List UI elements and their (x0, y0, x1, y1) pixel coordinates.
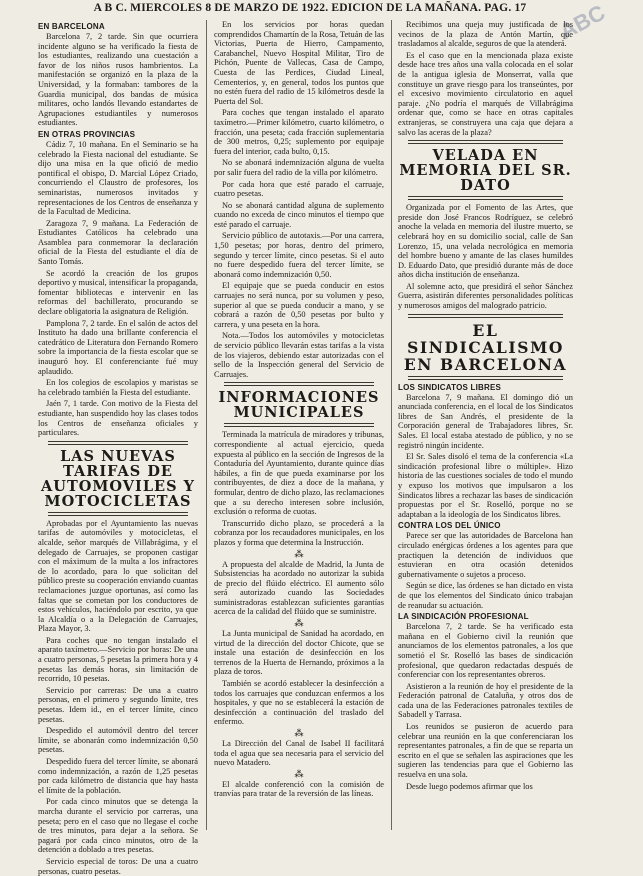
column-rule (391, 20, 392, 830)
divider (224, 382, 374, 386)
paragraph: Por cada cinco minutos que se detenga la marcha durante el servicio por carreras, una peseta; pero en el caso que no llegase el coche de tres minutos, para dejar a la señora. Se pagará por cada cinco minutos, otro de la detención a doblado a tres pesetas. (38, 797, 198, 855)
divider (408, 140, 563, 144)
paragraph: No se abonará cantidad alguna de suplemento cuando no exceda de cinco minutos el tiempo que esté parado el carruaje. (214, 200, 384, 229)
article-title: EL SINDICALISMO EN BARCELONA (403, 320, 568, 374)
divider (48, 512, 188, 516)
paragraph: Por cada hora que esté parado el carruaje, cuatro pesetas. (214, 179, 384, 199)
page-masthead: A B C. MIERCOLES 8 DE MARZO DE 1922. EDICION DE LA MAÑANA. PAG. 17 (93, 2, 527, 14)
paragraph: Se acordó la creación de los grupos deportivo y musical, intensificar la propaganda, fomentar bibliotecas e intervenir en las reformas del bachillerato, procurando se declare obligatoria la asignatura de Religión. (38, 268, 198, 317)
paragraph: Cádiz 7, 10 mañana. En el Seminario se ha celebrado la Fiesta nacional del estudiante. Se dijo una misa en la que ofició de medio pontifical el obispo, D. Marcial López Criado, concurriendo el Claustro de profesores, los seminaristas, numerosos invitados y representaciones de los Centros de enseñanza y de la Facultad de Medicina. (38, 139, 198, 217)
section-heading: CONTRA LOS DEL ÚNICO (398, 521, 501, 531)
section-heading: EN OTRAS PROVINCIAS (38, 129, 136, 139)
paragraph: Organizada por el Fomento de las Artes, que preside don José Francos Rodríguez, se celebró anoche la velada en memoria del ilustre muerto, se celebrará hoy en su domicilio social, calle de San Lorenzo, 15, una velada necrológica en memoria del hombre bueno y amante de las clases humildes D. Eduardo Dato, que presidió durante más de doce años dicha institución de enseñanza. (398, 203, 573, 280)
paragraph: Recibimos una queja muy justificada de los vecinos de la plaza de Antón Martín, que trasladamos al alcalde, seguros de que la atenderá. (398, 20, 573, 49)
paragraph: Según se dice, las órdenes se han dictado en vista de que los elementos del Sindicato único trabajan de reanudar su actuación. (398, 581, 573, 610)
paragraph: Al solemne acto, que presidirá el señor Sánchez Guerra, asistirán diferentes personalidades políticas y numerosos amigos del malogrado patricio. (398, 281, 573, 311)
paragraph: A propuesta del alcalde de Madrid, la Junta de Subsistencias ha acordado no autorizar la subida de precio del flúido eléctrico. El aumento sólo será autorizado cuando las Sociedades suministradoras establezcan suficientes garantías acerca de la calidad del flúido que se suministre. (214, 559, 384, 617)
paragraph: Desde luego podemos afirmar que los (406, 781, 533, 791)
paragraph: Terminada la matrícula de miradores y tribunas, correspondiente al actual ejercicio, queda expuesta al público en la sección de Ingresos de la Contaduría del Ayuntamiento, durante quince días hábiles, a fin de que pueda examinarse por los contribuyentes, de diez a doce de la mañana, y formular, dentro de dicho plazo, las reclamaciones que a su derecho interesen sobre inclusión, exclusión o reforma de cuotas. (214, 430, 384, 517)
article-title: INFORMACIONES MUNICIPALES (218, 389, 380, 422)
column-rule (206, 20, 207, 830)
paragraph: Despedido fuera del tercer límite, se abonará como indemnización, a razón de 1,25 pesetas por cada kilómetro de distancia que hay hasta el límite de la población. (38, 757, 198, 795)
article-title: LAS NUEVAS TARIFAS DE AUTOMOVILES Y MOTOCICLETAS (41, 447, 195, 510)
column-3 (398, 20, 573, 832)
paragraph: En los colegios de escolapios y maristas se ha celebrado también la Fiesta del estudiante. (38, 378, 198, 397)
paragraph: Zaragoza 7, 9 mañana. La Federación de Estudiantes Católicos ha celebrado una Asamblea para conmemorar la declaración oficial de la Fiesta del estudiante el día de Santo Tomás. (38, 218, 198, 267)
separator-ornament: ⁂ (294, 729, 304, 739)
separator-ornament: ⁂ (294, 619, 304, 630)
paragraph: Asistieron a la reunión de hoy el presidente de la Federación patronal de Cataluña, y otros dos de cada una de las Federaciones patronales textiles de Sabadell y Tarrasa. (398, 681, 573, 720)
paragraph: Barcelona 7, 2 tarde. Se ha verificado esta mañana en el Gobierno civil la reunión que anunciamos de los elementos patronales, a los que sometió el Sr. Roselló las bases de sindicación profesional, que quedaron redactadas después de conferenciar con los representantes obreros. (398, 622, 573, 680)
divider (48, 441, 188, 445)
paragraph: Barcelona 7, 2 tarde. Sin que ocurriera incidente alguno se ha verificado la fiesta de los estudiantes, realizando una cuestación a favor de los niños rusos hambrientos. La manifestación se organizó en la plaza de la Universidad, y la formaban: tambores de la Guardia municipal, dos bandas de música militares, ocho landós llevando estandartes de Agrupaciones estudiantiles y numerosos estudiantes. (38, 32, 198, 128)
paragraph: Servicio especial de toros: De una a cuatro personas, cuatro pesetas. (38, 856, 198, 876)
paragraph: El equipaje que se pueda conducir en estos carruajes no será nunca, por su volumen y peso, superior al que se pueda conducir a mano, y se cobrará a razón de 0,50 pesetas por bulto y carrera, y una peseta en la hora. (214, 281, 384, 329)
section-heading: LOS SINDICATOS LIBRES (398, 382, 502, 392)
separator-ornament: ⁂ (294, 769, 304, 780)
article-title: VELADA EN MEMORIA DEL SR. DATO (399, 147, 572, 195)
paragraph: El Sr. Sales disoló el tema de la conferencia «La sindicación profesional libre o múltiple». Hizo historia de las cuestiones sociales de todo el mundo y expuso los motivos que impulsaron a los Sindicatos libres a rechazar las bases de sindicación propuestas por el Sr. Roselló, porque no se adaptaban a la ideología de los Sindicatos libres. (398, 452, 573, 519)
paragraph: Es el caso que en la mencionada plaza existe desde hace tres años una valla colocada en el solar de la antigua iglesia de Monserrat, valla que constituye un grave riesgo para los transeúntes, por el excesivo movimiento circulatorio en aquel paraje. ¿No podría el marqués de Villabrágima ordenar que, como se hace en otras capitales extranjeras, se construyera una caja que dejara a salvo las aceras de la plaza? (398, 50, 573, 137)
paragraph: No se abonará indemnización alguna de vuelta por salir fuera del radio de la villa por kilómetro. (214, 158, 384, 177)
paragraph: Para coches que tengan instalado el aparato taxímetro.—Primer kilómetro, cuarto kilómetro, o fracción, una peseta; cada fracción suplementaria de 300 metros, 0,25; suplemento por equipaje fuera del interior, cada bulto, 0,15. (214, 108, 384, 156)
paragraph: También se acordó establecer la desinfección a todos los carruajes que conduzcan enfermos a los hospitales, y que no se establecerá la estación de desinfección a continuación del traslado del enfermo. (214, 679, 384, 727)
paragraph: Pamplona 7, 2 tarde. En el salón de actos del Instituto ha dado una brillante conferencia el catedrático de Literatura don Fernando Romero sobre la importancia de la fiesta escolar que se inauguró hoy. El conferenciante fué muy aplaudido. (38, 318, 198, 376)
divider (224, 423, 374, 427)
paragraph: Servicio por carreras: De una a cuatro personas, en el primero y segundo límite, tres pesetas. Idem id., en el tercer límite, cinco pesetas. (38, 685, 198, 724)
paragraph: Parece ser que las autoridades de Barcelona han circulado enérgicas órdenes a los agentes para que practiquen la detención de individuos que estuvieran en otra ocasión detenidos gubernativamente o sujetos a proceso. (398, 531, 573, 579)
paragraph: Aprobadas por el Ayuntamiento las nuevas tarifas de automóviles y motocicletas, el alcalde, señor marqués de Villabrágima, y el delegado de Carruajes, se proponen castigar con el máximum de la multa a los infractores de lo acordado, para lo que solicitan del público preste su cooperación enviando cuantas reclamaciones juzgue oportunas, así como las faltas que se cometan por los conductores de estos vehículos, haciéndolo por escrito, ya que la Alcaldía o a la Delegación de Carruajes, Plaza Mayor, 3. (38, 518, 198, 634)
paragraph: La Junta municipal de Sanidad ha acordado, en virtud de la dirección del doctor Chicote, que se instale una estación de desinfección en los terrenos de la Huerta de Hernando, próximos a la plaza de toros. (214, 629, 384, 677)
paragraph: Para coches que no tengan instalado el aparato taxímetro.—Servicio por horas: De una a cuatro personas, 5 pesetas la primera hora y 4 pesetas las demás horas, sin limitación de recorrido, 10 pesetas. (38, 635, 198, 684)
paragraph: Los reunidos se pusieron de acuerdo para celebrar una reunión en la que conferenciaran los representantes patronales, a fin de que se reparta un escrito en el que se señalen las aspiraciones que les sugieren las tendencias para que el Gobierno las resuelva en una sola. (398, 722, 573, 780)
paragraph: Transcurrido dicho plazo, se procederá a la cobranza por los recaudadores municipales, en los plazos y forma que determina la Instrucción. (214, 518, 384, 547)
paragraph: La Dirección del Canal de Isabel II facilitará toda el agua que sea necesaria para el servicio del nuevo Matadero. (214, 739, 384, 768)
paragraph: Despedido el automóvil dentro del tercer límite, se abonarán como indemnización 0,50 pesetas. (38, 726, 198, 755)
divider (408, 196, 563, 200)
library-watermark: ABC (555, 0, 610, 45)
paragraph: Jaén 7, 1 tarde. Con motivo de la Fiesta del estudiante, han suspendido hoy las clases todos los Centros de enseñanza oficiales y particulares. (38, 399, 198, 438)
divider (408, 314, 563, 318)
paragraph: En los servicios por horas quedan comprendidos Chamartín de la Rosa, Tetuán de las Victorias, Puerta de Hierro, Campamento, Carabanchel, Nuevo Hospital Militar, Tiro de Pichón, Puente de Vallecas, Casa de Campo, Cuesta de las Perdices, Ciudad Lineal, Cementerios, y, en general, todos los puntos que no estén fuera del radio de 15 kilómetros desde la Puerta del Sol. (214, 20, 384, 106)
column-2 (214, 20, 384, 832)
separator-ornament: ⁂ (294, 549, 304, 560)
section-heading: LA SINDICACIÓN PROFESIONAL (398, 612, 529, 622)
paragraph: El alcalde conferenció con la comisión de tranvías para tratar de la reversión de las líneas. (214, 779, 384, 799)
column-1 (38, 20, 198, 876)
paragraph: Barcelona 7, 9 mañana. El domingo dió un anunciada conferencia, en el local de los Sindicatos libres de San Andrés, el presidente de la Corporación general de Trabajadores libres, Sr. Sales. El local estaba atestado de público, y no se registró ningún incidente. (398, 392, 573, 450)
paragraph: Nota.—Todos los automóviles y motocicletas de servicio público llevarán estas tarifas a la vista de los viajeros, debiendo estar autorizadas con el sello de la Inspección general del Servicio de Carruajes. (214, 331, 384, 379)
divider (408, 376, 563, 380)
section-heading: EN BARCELONA (38, 22, 105, 31)
paragraph: Servicio público de autotaxis.—Por una carrera, 1,50 pesetas; por horas, dentro del primero, segundo y tercer límite, cinco pesetas. Si el auto no fuere despedido fuera del tercer límite, se abonará como indemnización 0,50. (214, 231, 384, 279)
